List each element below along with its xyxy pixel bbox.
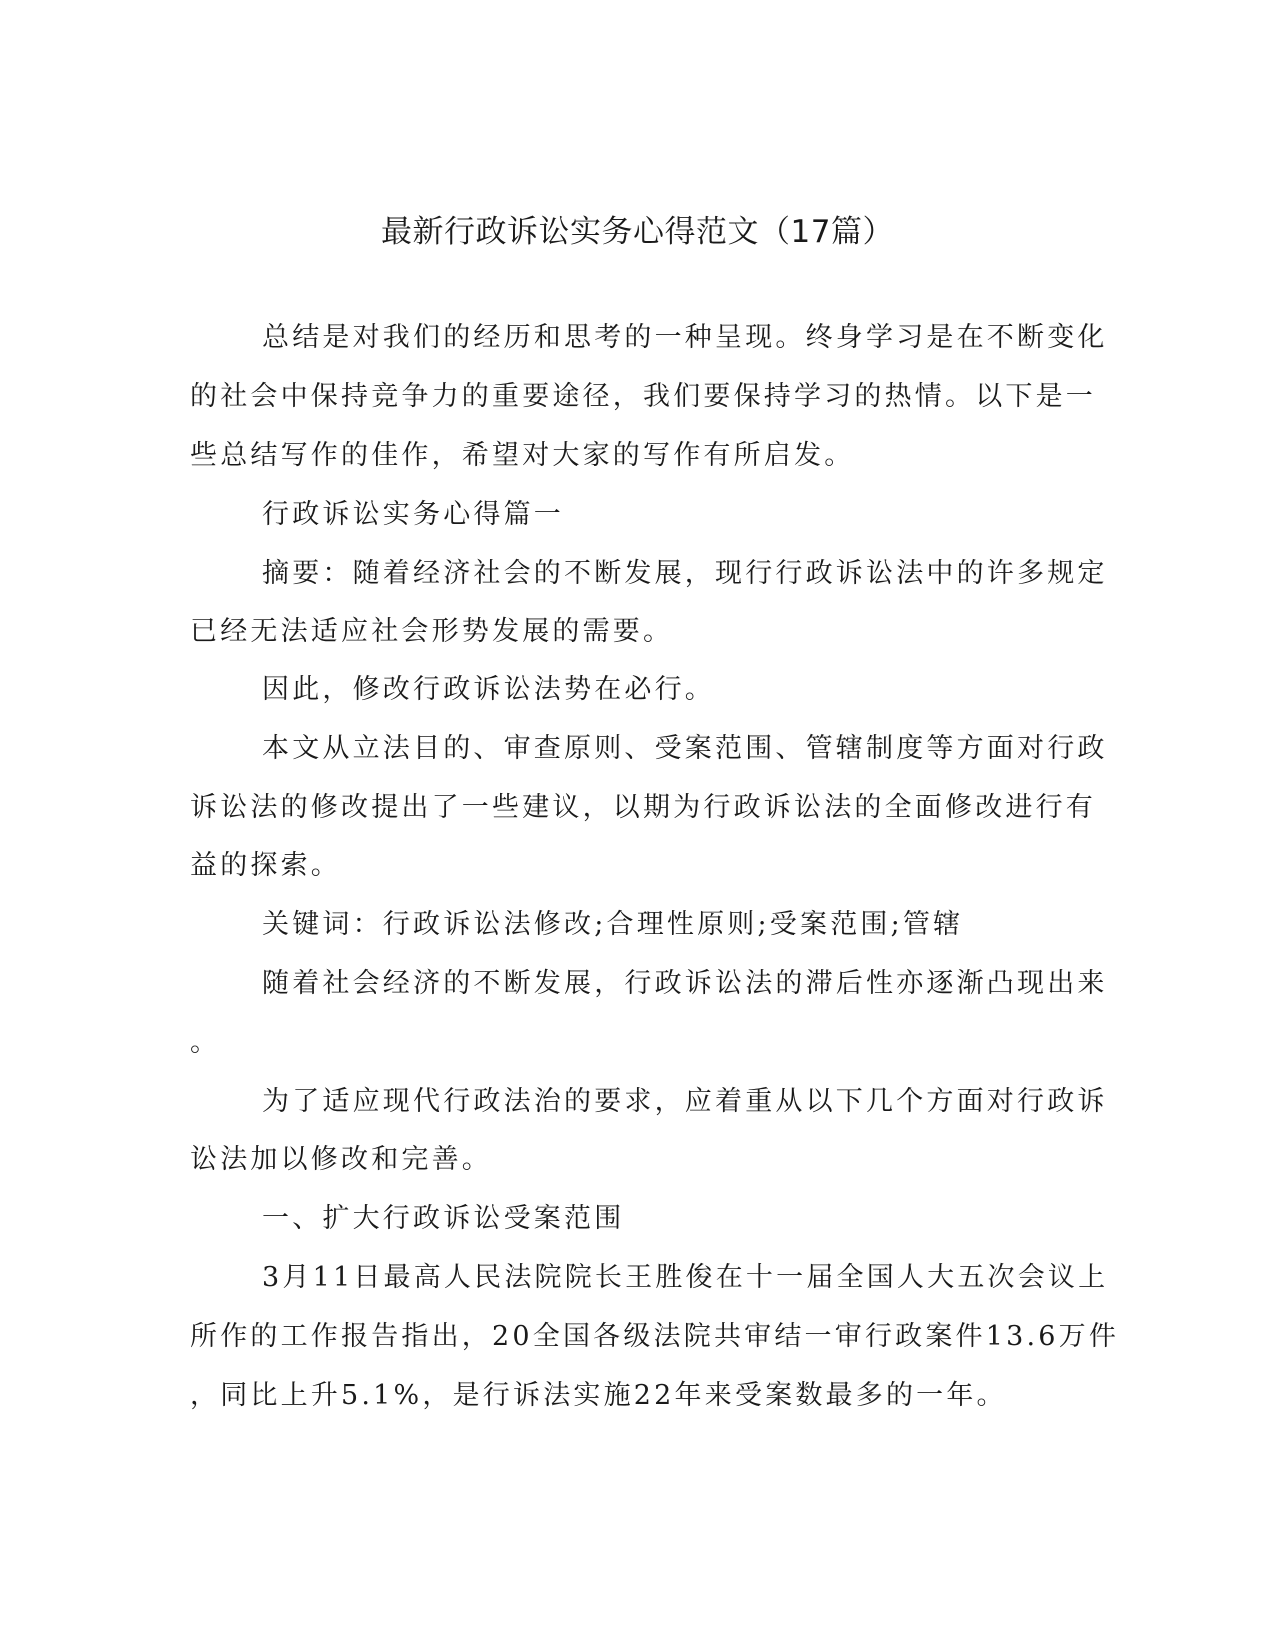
paragraph-line: 3月11日最高人民法院院长王胜俊在十一届全国人大五次会议上 — [262, 1262, 1109, 1293]
paragraph-line: 已经无法适应社会形势发展的需要。 — [190, 616, 674, 647]
paragraph-line: ，同比上升5.1%，是行诉法实施22年来受案数最多的一年。 — [190, 1380, 1007, 1411]
paragraph-line: 诉讼法的修改提出了一些建议，以期为行政诉讼法的全面修改进行有 — [190, 792, 1096, 823]
paragraph-line: 本文从立法目的、审查原则、受案范围、管辖制度等方面对行政 — [262, 733, 1108, 764]
paragraph-line: 些总结写作的佳作，希望对大家的写作有所启发。 — [190, 440, 855, 471]
paragraph-line: 总结是对我们的经历和思考的一种呈现。终身学习是在不断变化 — [262, 322, 1108, 353]
paragraph-line: 。 — [190, 1027, 221, 1058]
keywords-line: 关键词：行政诉讼法修改;合理性原则;受案范围;管辖 — [262, 909, 964, 940]
section-heading: 行政诉讼实务心得篇一 — [262, 499, 564, 530]
paragraph-line: 随着社会经济的不断发展，行政诉讼法的滞后性亦逐渐凸现出来 — [262, 968, 1108, 999]
section-heading: 一、扩大行政诉讼受案范围 — [262, 1203, 625, 1234]
paragraph-line: 摘要：随着经济社会的不断发展，现行行政诉讼法中的许多规定 — [262, 558, 1108, 589]
document-title: 最新行政诉讼实务心得范文（17篇） — [381, 214, 894, 250]
paragraph-line: 为了适应现代行政法治的要求，应着重从以下几个方面对行政诉 — [262, 1086, 1108, 1117]
paragraph-line: 因此，修改行政诉讼法势在必行。 — [262, 674, 715, 705]
paragraph-line: 益的探索。 — [190, 850, 341, 881]
paragraph-line: 讼法加以修改和完善。 — [190, 1144, 492, 1175]
paragraph-line: 所作的工作报告指出，20全国各级法院共审结一审行政案件13.6万件 — [190, 1321, 1120, 1352]
paragraph-line: 的社会中保持竞争力的重要途径，我们要保持学习的热情。以下是一 — [190, 381, 1096, 412]
